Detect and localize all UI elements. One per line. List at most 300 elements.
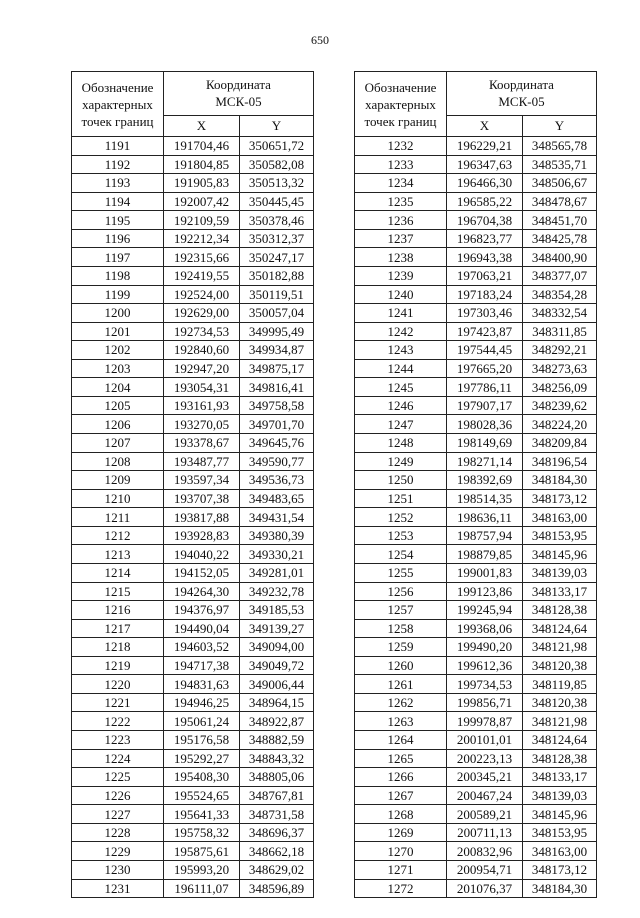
- x-coordinate-cell: 194831,63: [164, 675, 240, 694]
- y-coordinate-cell: 348173,12: [523, 860, 597, 879]
- point-number-cell: 1248: [355, 434, 447, 453]
- x-coordinate-cell: 196347,63: [447, 155, 523, 174]
- table-row: [355, 712, 597, 731]
- table-row: [355, 508, 597, 527]
- y-coordinate-cell: 348565,78: [523, 137, 597, 156]
- table-row: [72, 452, 314, 471]
- x-coordinate-cell: 200832,96: [447, 842, 523, 861]
- table-row: [355, 842, 597, 861]
- table-row: [355, 545, 597, 564]
- y-coordinate-cell: 349232,78: [240, 582, 314, 601]
- y-coordinate-cell: 349185,53: [240, 601, 314, 620]
- y-coordinate-cell: 350513,32: [240, 174, 314, 193]
- x-coordinate-cell: 197786,11: [447, 378, 523, 397]
- header-coordinate: [164, 72, 314, 116]
- y-coordinate-cell: 348139,03: [523, 786, 597, 805]
- x-coordinate-cell: 196585,22: [447, 192, 523, 211]
- y-coordinate-cell: 349380,39: [240, 526, 314, 545]
- x-coordinate-cell: 192947,20: [164, 359, 240, 378]
- table-row: [355, 731, 597, 750]
- table-row: [72, 768, 314, 787]
- point-number-cell: 1272: [355, 879, 447, 898]
- point-number-cell: 1202: [72, 341, 164, 360]
- x-coordinate-cell: 198514,35: [447, 489, 523, 508]
- point-number-cell: 1257: [355, 601, 447, 620]
- y-coordinate-cell: 348478,67: [523, 192, 597, 211]
- point-number-cell: 1222: [72, 712, 164, 731]
- y-coordinate-cell: 348629,02: [240, 860, 314, 879]
- table-row: [355, 675, 597, 694]
- table-row: [72, 304, 314, 323]
- x-coordinate-cell: 196823,77: [447, 229, 523, 248]
- table-row: [355, 879, 597, 898]
- y-coordinate-cell: 348145,96: [523, 805, 597, 824]
- point-number-cell: 1244: [355, 359, 447, 378]
- y-coordinate-cell: 348121,98: [523, 712, 597, 731]
- x-coordinate-cell: 195875,61: [164, 842, 240, 861]
- table-row: [355, 693, 597, 712]
- table-row: [355, 248, 597, 267]
- x-coordinate-cell: 192419,55: [164, 266, 240, 285]
- x-coordinate-cell: 196466,30: [447, 174, 523, 193]
- point-number-cell: 1269: [355, 823, 447, 842]
- x-coordinate-cell: 200101,01: [447, 731, 523, 750]
- header-point-label: [355, 72, 447, 137]
- table-row: [72, 545, 314, 564]
- table-row: [72, 415, 314, 434]
- x-coordinate-cell: 199490,20: [447, 638, 523, 657]
- y-coordinate-cell: 350445,45: [240, 192, 314, 211]
- y-coordinate-cell: 348273,63: [523, 359, 597, 378]
- y-coordinate-cell: 348332,54: [523, 304, 597, 323]
- table-row: [355, 322, 597, 341]
- x-coordinate-cell: 191905,83: [164, 174, 240, 193]
- y-coordinate-cell: 348767,81: [240, 786, 314, 805]
- point-number-cell: 1199: [72, 285, 164, 304]
- header-x: X: [447, 115, 523, 136]
- y-coordinate-cell: 348256,09: [523, 378, 597, 397]
- point-number-cell: 1224: [72, 749, 164, 768]
- point-number-cell: 1247: [355, 415, 447, 434]
- x-coordinate-cell: 192629,00: [164, 304, 240, 323]
- x-coordinate-cell: 195524,65: [164, 786, 240, 805]
- y-coordinate-cell: 348805,06: [240, 768, 314, 787]
- point-number-cell: 1221: [72, 693, 164, 712]
- table-row: [355, 415, 597, 434]
- y-coordinate-cell: 348120,38: [523, 656, 597, 675]
- x-coordinate-cell: 193817,88: [164, 508, 240, 527]
- x-coordinate-cell: 192524,00: [164, 285, 240, 304]
- x-coordinate-cell: 195641,33: [164, 805, 240, 824]
- point-number-cell: 1266: [355, 768, 447, 787]
- y-coordinate-cell: 350582,08: [240, 155, 314, 174]
- y-coordinate-cell: 349330,21: [240, 545, 314, 564]
- table-row: [72, 749, 314, 768]
- x-coordinate-cell: 198028,36: [447, 415, 523, 434]
- table-row: [355, 341, 597, 360]
- x-coordinate-cell: 197063,21: [447, 266, 523, 285]
- y-coordinate-cell: 348124,64: [523, 731, 597, 750]
- point-number-cell: 1217: [72, 619, 164, 638]
- point-number-cell: 1230: [72, 860, 164, 879]
- y-coordinate-cell: 348163,00: [523, 508, 597, 527]
- x-coordinate-cell: 193597,34: [164, 471, 240, 490]
- x-coordinate-cell: 193487,77: [164, 452, 240, 471]
- point-number-cell: 1196: [72, 229, 164, 248]
- point-number-cell: 1203: [72, 359, 164, 378]
- point-number-cell: 1210: [72, 489, 164, 508]
- x-coordinate-cell: 196704,38: [447, 211, 523, 230]
- point-number-cell: 1207: [72, 434, 164, 453]
- y-coordinate-cell: 349875,17: [240, 359, 314, 378]
- y-coordinate-cell: 348731,58: [240, 805, 314, 824]
- point-number-cell: 1241: [355, 304, 447, 323]
- point-number-cell: 1245: [355, 378, 447, 397]
- table-row: [72, 675, 314, 694]
- x-coordinate-cell: 200954,71: [447, 860, 523, 879]
- y-coordinate-cell: 348400,90: [523, 248, 597, 267]
- table-row: [72, 248, 314, 267]
- header-point-label: [72, 72, 164, 137]
- y-coordinate-cell: 348596,89: [240, 879, 314, 898]
- table-row: [355, 229, 597, 248]
- point-number-cell: 1192: [72, 155, 164, 174]
- point-number-cell: 1237: [355, 229, 447, 248]
- table-row: [72, 192, 314, 211]
- table-row: [72, 434, 314, 453]
- x-coordinate-cell: 199245,94: [447, 601, 523, 620]
- table-row: [72, 174, 314, 193]
- header-label-line: характерных: [365, 96, 436, 112]
- table-row: [355, 638, 597, 657]
- table-row: [72, 396, 314, 415]
- table-row: [355, 805, 597, 824]
- point-number-cell: 1208: [72, 452, 164, 471]
- point-number-cell: 1197: [72, 248, 164, 267]
- point-number-cell: 1227: [72, 805, 164, 824]
- y-coordinate-cell: 349536,73: [240, 471, 314, 490]
- x-coordinate-cell: 199368,06: [447, 619, 523, 638]
- x-coordinate-cell: 200223,13: [447, 749, 523, 768]
- point-number-cell: 1205: [72, 396, 164, 415]
- y-coordinate-cell: 348184,30: [523, 471, 597, 490]
- x-coordinate-cell: 191704,46: [164, 137, 240, 156]
- table-row: [355, 860, 597, 879]
- point-number-cell: 1209: [72, 471, 164, 490]
- y-coordinate-cell: 348377,07: [523, 266, 597, 285]
- y-coordinate-cell: 349483,65: [240, 489, 314, 508]
- x-coordinate-cell: 195292,27: [164, 749, 240, 768]
- y-coordinate-cell: 348506,67: [523, 174, 597, 193]
- x-coordinate-cell: 198392,69: [447, 471, 523, 490]
- table-row: [355, 601, 597, 620]
- table-row: [72, 693, 314, 712]
- y-coordinate-cell: 348139,03: [523, 563, 597, 582]
- point-number-cell: 1219: [72, 656, 164, 675]
- y-coordinate-cell: 349995,49: [240, 322, 314, 341]
- y-coordinate-cell: 348292,21: [523, 341, 597, 360]
- y-coordinate-cell: 348535,71: [523, 155, 597, 174]
- table-row: [355, 768, 597, 787]
- point-number-cell: 1239: [355, 266, 447, 285]
- table-row: [72, 489, 314, 508]
- header-label-line: Обозначение: [364, 79, 437, 95]
- x-coordinate-cell: 192109,59: [164, 211, 240, 230]
- x-coordinate-cell: 197423,87: [447, 322, 523, 341]
- table-row: [72, 712, 314, 731]
- y-coordinate-cell: 349816,41: [240, 378, 314, 397]
- table-row: [72, 786, 314, 805]
- table-row: [72, 879, 314, 898]
- y-coordinate-cell: 349006,44: [240, 675, 314, 694]
- table-row: [72, 155, 314, 174]
- x-coordinate-cell: 199978,87: [447, 712, 523, 731]
- table-row: [355, 582, 597, 601]
- point-number-cell: 1246: [355, 396, 447, 415]
- table-row: [355, 749, 597, 768]
- coordinates-table-right: [354, 71, 597, 898]
- point-number-cell: 1254: [355, 545, 447, 564]
- header-x: X: [164, 115, 240, 136]
- x-coordinate-cell: 199001,83: [447, 563, 523, 582]
- y-coordinate-cell: 349590,77: [240, 452, 314, 471]
- y-coordinate-cell: 349645,76: [240, 434, 314, 453]
- x-coordinate-cell: 199734,53: [447, 675, 523, 694]
- y-coordinate-cell: 348120,38: [523, 693, 597, 712]
- header-coord-line: Координата: [206, 77, 271, 93]
- point-number-cell: 1213: [72, 545, 164, 564]
- table-row: [72, 842, 314, 861]
- table-row: [72, 266, 314, 285]
- point-number-cell: 1264: [355, 731, 447, 750]
- header-coordinate: [447, 72, 597, 116]
- y-coordinate-cell: 350182,88: [240, 266, 314, 285]
- y-coordinate-cell: 348153,95: [523, 823, 597, 842]
- y-coordinate-cell: 348239,62: [523, 396, 597, 415]
- x-coordinate-cell: 200467,24: [447, 786, 523, 805]
- y-coordinate-cell: 350651,72: [240, 137, 314, 156]
- header-y: Y: [523, 115, 597, 136]
- x-coordinate-cell: 198149,69: [447, 434, 523, 453]
- x-coordinate-cell: 192212,34: [164, 229, 240, 248]
- y-coordinate-cell: 349431,54: [240, 508, 314, 527]
- header-y: Y: [240, 115, 314, 136]
- table-row: [355, 471, 597, 490]
- header-label-line: Обозначение: [81, 79, 154, 95]
- y-coordinate-cell: 348311,85: [523, 322, 597, 341]
- point-number-cell: 1236: [355, 211, 447, 230]
- y-coordinate-cell: 350247,17: [240, 248, 314, 267]
- x-coordinate-cell: 197907,17: [447, 396, 523, 415]
- x-coordinate-cell: 195176,58: [164, 731, 240, 750]
- point-number-cell: 1212: [72, 526, 164, 545]
- point-number-cell: 1193: [72, 174, 164, 193]
- table-row: [355, 211, 597, 230]
- x-coordinate-cell: 196111,07: [164, 879, 240, 898]
- y-coordinate-cell: 348163,00: [523, 842, 597, 861]
- y-coordinate-cell: 348662,18: [240, 842, 314, 861]
- x-coordinate-cell: 195061,24: [164, 712, 240, 731]
- x-coordinate-cell: 194376,97: [164, 601, 240, 620]
- table-row: [72, 638, 314, 657]
- table-row: [355, 359, 597, 378]
- point-number-cell: 1238: [355, 248, 447, 267]
- y-coordinate-cell: 350119,51: [240, 285, 314, 304]
- table-row: [72, 211, 314, 230]
- y-coordinate-cell: 348128,38: [523, 601, 597, 620]
- point-number-cell: 1242: [355, 322, 447, 341]
- y-coordinate-cell: 348196,54: [523, 452, 597, 471]
- x-coordinate-cell: 198757,94: [447, 526, 523, 545]
- y-coordinate-cell: 348224,20: [523, 415, 597, 434]
- table-row: [72, 563, 314, 582]
- x-coordinate-cell: 199856,71: [447, 693, 523, 712]
- y-coordinate-cell: 349758,58: [240, 396, 314, 415]
- x-coordinate-cell: 194946,25: [164, 693, 240, 712]
- point-number-cell: 1263: [355, 712, 447, 731]
- table-row: [72, 508, 314, 527]
- x-coordinate-cell: 194264,30: [164, 582, 240, 601]
- point-number-cell: 1235: [355, 192, 447, 211]
- y-coordinate-cell: 348133,17: [523, 768, 597, 787]
- table-row: [72, 582, 314, 601]
- x-coordinate-cell: 198879,85: [447, 545, 523, 564]
- table-row: [355, 304, 597, 323]
- point-number-cell: 1252: [355, 508, 447, 527]
- point-number-cell: 1249: [355, 452, 447, 471]
- x-coordinate-cell: 193270,05: [164, 415, 240, 434]
- table-row: [355, 563, 597, 582]
- table-row: [72, 322, 314, 341]
- x-coordinate-cell: 194717,38: [164, 656, 240, 675]
- header-coord-line: Координата: [489, 77, 554, 93]
- point-number-cell: 1225: [72, 768, 164, 787]
- x-coordinate-cell: 194490,04: [164, 619, 240, 638]
- header-label-line: точек границ: [81, 113, 154, 129]
- table-row: [72, 731, 314, 750]
- y-coordinate-cell: 348451,70: [523, 211, 597, 230]
- table-row: [72, 823, 314, 842]
- point-number-cell: 1201: [72, 322, 164, 341]
- x-coordinate-cell: 192734,53: [164, 322, 240, 341]
- table-row: [72, 656, 314, 675]
- header-label-line: характерных: [82, 96, 153, 112]
- y-coordinate-cell: 348173,12: [523, 489, 597, 508]
- x-coordinate-cell: 198636,11: [447, 508, 523, 527]
- point-number-cell: 1271: [355, 860, 447, 879]
- point-number-cell: 1259: [355, 638, 447, 657]
- point-number-cell: 1215: [72, 582, 164, 601]
- point-number-cell: 1211: [72, 508, 164, 527]
- table-row: [355, 192, 597, 211]
- x-coordinate-cell: 195408,30: [164, 768, 240, 787]
- point-number-cell: 1223: [72, 731, 164, 750]
- table-body-right: [355, 137, 597, 898]
- x-coordinate-cell: 199123,86: [447, 582, 523, 601]
- x-coordinate-cell: 194152,05: [164, 563, 240, 582]
- y-coordinate-cell: 348964,15: [240, 693, 314, 712]
- header-label-line: точек границ: [364, 113, 437, 129]
- y-coordinate-cell: 348843,32: [240, 749, 314, 768]
- x-coordinate-cell: 198271,14: [447, 452, 523, 471]
- table-row: [355, 656, 597, 675]
- y-coordinate-cell: 349094,00: [240, 638, 314, 657]
- table-row: [72, 601, 314, 620]
- y-coordinate-cell: 348696,37: [240, 823, 314, 842]
- table-row: [355, 155, 597, 174]
- page-number: 650: [311, 33, 329, 47]
- x-coordinate-cell: 192007,42: [164, 192, 240, 211]
- point-number-cell: 1253: [355, 526, 447, 545]
- point-number-cell: 1260: [355, 656, 447, 675]
- y-coordinate-cell: 349934,87: [240, 341, 314, 360]
- x-coordinate-cell: 193928,83: [164, 526, 240, 545]
- point-number-cell: 1233: [355, 155, 447, 174]
- table-row: [72, 137, 314, 156]
- table-body-left: [72, 137, 314, 898]
- table-row: [72, 359, 314, 378]
- point-number-cell: 1204: [72, 378, 164, 397]
- y-coordinate-cell: 348119,85: [523, 675, 597, 694]
- x-coordinate-cell: 199612,36: [447, 656, 523, 675]
- x-coordinate-cell: 192840,60: [164, 341, 240, 360]
- y-coordinate-cell: 348121,98: [523, 638, 597, 657]
- header-coord-line: МСК-05: [498, 94, 545, 110]
- point-number-cell: 1214: [72, 563, 164, 582]
- point-number-cell: 1243: [355, 341, 447, 360]
- y-coordinate-cell: 350378,46: [240, 211, 314, 230]
- table-row: [72, 805, 314, 824]
- table-row: [355, 489, 597, 508]
- x-coordinate-cell: 194040,22: [164, 545, 240, 564]
- table-row: [72, 229, 314, 248]
- x-coordinate-cell: 200345,21: [447, 768, 523, 787]
- table-row: [72, 619, 314, 638]
- y-coordinate-cell: 348882,59: [240, 731, 314, 750]
- point-number-cell: 1195: [72, 211, 164, 230]
- table-row: [355, 285, 597, 304]
- point-number-cell: 1226: [72, 786, 164, 805]
- point-number-cell: 1200: [72, 304, 164, 323]
- table-row: [355, 823, 597, 842]
- table-row: [355, 452, 597, 471]
- x-coordinate-cell: 197665,20: [447, 359, 523, 378]
- y-coordinate-cell: 349139,27: [240, 619, 314, 638]
- y-coordinate-cell: 348133,17: [523, 582, 597, 601]
- point-number-cell: 1229: [72, 842, 164, 861]
- point-number-cell: 1258: [355, 619, 447, 638]
- point-number-cell: 1206: [72, 415, 164, 434]
- x-coordinate-cell: 197544,45: [447, 341, 523, 360]
- point-number-cell: 1265: [355, 749, 447, 768]
- point-number-cell: 1216: [72, 601, 164, 620]
- point-number-cell: 1255: [355, 563, 447, 582]
- table-row: [355, 786, 597, 805]
- table-row: [72, 526, 314, 545]
- x-coordinate-cell: 197303,46: [447, 304, 523, 323]
- y-coordinate-cell: 348922,87: [240, 712, 314, 731]
- table-row: [355, 526, 597, 545]
- point-number-cell: 1231: [72, 879, 164, 898]
- x-coordinate-cell: 195758,32: [164, 823, 240, 842]
- y-coordinate-cell: 348184,30: [523, 879, 597, 898]
- table-row: [355, 137, 597, 156]
- x-coordinate-cell: 196229,21: [447, 137, 523, 156]
- point-number-cell: 1220: [72, 675, 164, 694]
- x-coordinate-cell: 200711,13: [447, 823, 523, 842]
- table-row: [355, 619, 597, 638]
- table-row: [355, 266, 597, 285]
